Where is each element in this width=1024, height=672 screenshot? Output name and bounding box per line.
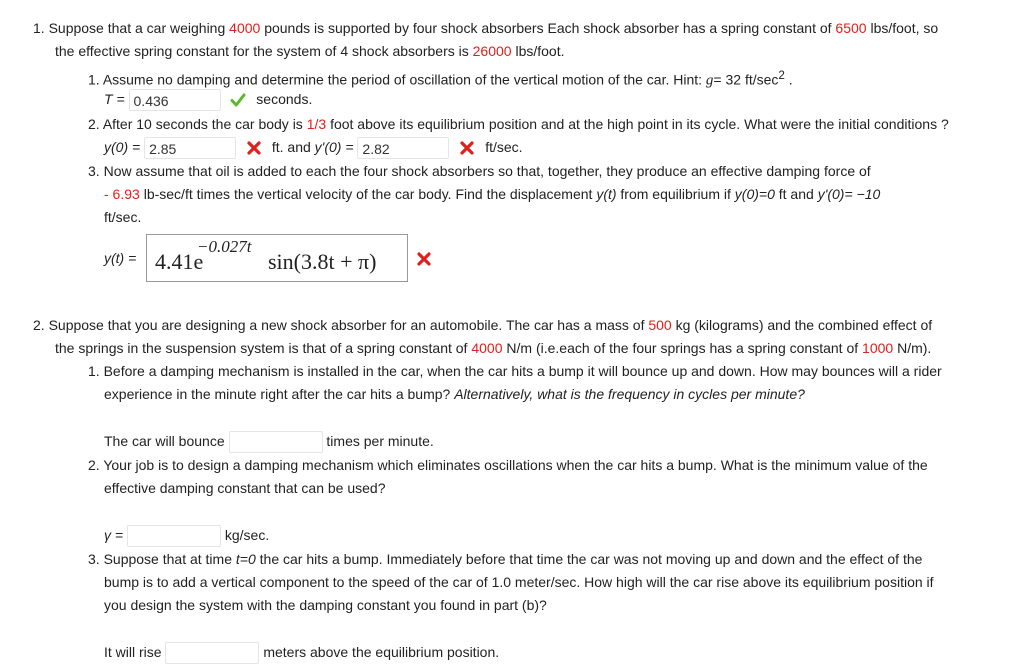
q2-mass: 500: [648, 317, 672, 333]
q2-p3-answer-row: It will rise meters above the equilibrium position.: [104, 642, 499, 664]
q2-p1-question-line1: 1. Before a damping mechanism is installed in the car, when the car hits a bump it will bounce up and down. How may bounces will a rider: [88, 363, 942, 379]
q1-p1-answer-row: T = 0.436 seconds.: [104, 91, 313, 110]
q1-intro-line2: the effective spring constant for the system of 4 shock absorbers is 26000 lbs/foot.: [55, 43, 565, 59]
q2-intro-line2: the springs in the suspension system is that of a spring constant of 4000 N/m (i.e.each of the four springs has a spring constant of 1000 N/m).: [55, 340, 932, 356]
x-mark-icon: [459, 140, 475, 156]
bounces-input[interactable]: [229, 431, 323, 453]
x-mark-icon: [416, 251, 432, 267]
period-label: T =: [104, 91, 125, 107]
y0-input[interactable]: 2.85: [144, 137, 236, 159]
q1-height: 1/3: [306, 116, 327, 132]
q1-p1-question: 1. Assume no damping and determine the period of oscillation of the vertical motion of the car. Hint: g= 32 $ft/\sec^2$ .: [88, 69, 793, 89]
gamma-input[interactable]: [127, 525, 221, 547]
q1-intro-line1: 1. Suppose that a car weighing 4000 pounds is supported by four shock absorbers Each shock absorber has a spring constant of 6500 lbs/foot, so: [33, 20, 939, 36]
q2-intro-line1: 2. Suppose that you are designing a new shock absorber for an automobile. The car has a mass of 500 kg (kilograms) and the combined effect of: [33, 317, 933, 333]
q1-p2-question: 2. After 10 seconds the car body is 1/3 foot above its equilibrium position and at the high point in its cycle. What were the initial conditions ?: [88, 116, 949, 132]
rise-height-input[interactable]: [165, 642, 259, 664]
q1-p3-question-line2: - 6.93 lb-sec/ft times the vertical velocity of the car body. Find the displacement y(t) from equilibrium if y(0)=0 ft and y'(0)= −10: [104, 186, 881, 202]
q2-p3-question-line1: 3. Suppose that at time t=0 the car hits a bump. Immediately before that time the car was not moving up and down and the effect of the: [88, 551, 923, 567]
displacement-input[interactable]: 4.41e −0.027t sin(3.8t + π): [146, 234, 408, 282]
q2-p2-question-line2: effective damping constant that can be used?: [104, 480, 386, 496]
q2-spring-constant: 4000: [471, 340, 503, 356]
q1-weight: 4000: [229, 20, 261, 36]
q2-p2-question-line1: 2. Your job is to design a damping mechanism which eliminates oscillations when the car hits a bump. What is the minimum value of the: [88, 457, 928, 473]
q2-p3-question-line2: bump is to add a vertical component to the speed of the car of 1.0 meter/sec. How high will the car rise above its equilibrium position if: [104, 574, 934, 590]
q1-number: 1.: [33, 20, 45, 36]
y-prime0-input[interactable]: 2.82: [357, 137, 449, 159]
q1-effective-k: 26000: [472, 43, 512, 59]
q1-p3-question-line1: 3. Now assume that oil is added to each the four shock absorbers so that, together, they produce an effective damping force of: [88, 163, 871, 179]
q2-number: 2.: [33, 317, 45, 333]
q2-p3-question-line3: you design the system with the damping constant you found in part (b)?: [104, 597, 547, 613]
q2-spring-each: 1000: [862, 340, 894, 356]
q1-spring-constant: 6500: [835, 20, 867, 36]
q1-damping-value: - 6.93: [104, 186, 140, 202]
q1-p2-answer-row: y(0) = 2.85 ft. and y'(0) = 2.82 ft/sec.: [104, 139, 523, 158]
q2-p1-answer-row: The car will bounce times per minute.: [104, 431, 434, 453]
q2-p1-question-line2: experience in the minute right after the car hits a bump? Alternatively, what is the frequency in cycles per minute?: [104, 386, 805, 402]
q1-p3-question-line3: ft/sec.: [104, 209, 142, 225]
displacement-label: y(t) =: [104, 250, 137, 266]
period-input[interactable]: 0.436: [129, 89, 221, 111]
q2-p2-answer-row: γ = kg/sec.: [104, 525, 269, 547]
x-mark-icon: [246, 140, 262, 156]
checkmark-icon: [230, 92, 246, 108]
